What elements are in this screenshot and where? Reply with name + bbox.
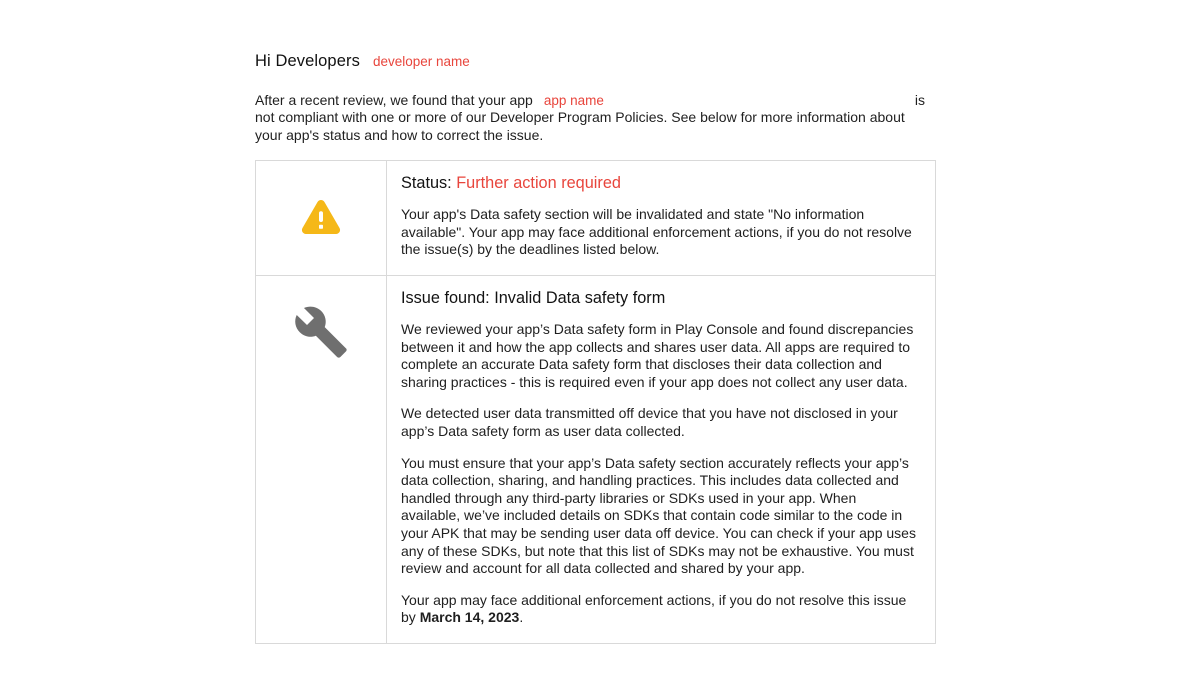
issue-body-cell	[387, 276, 936, 644]
status-row	[256, 161, 936, 276]
issue-row	[256, 276, 936, 644]
notice-table	[255, 160, 936, 644]
deadline-suffix: .	[519, 609, 524, 626]
issue-deadline-paragraph	[401, 592, 919, 627]
deadline-text: Your app may face additional enforcement actions, if you do not resolve this issue by	[401, 591, 907, 626]
status-icon-cell	[256, 161, 387, 276]
intro-text-before-app-name: After a recent review, we found that your app	[255, 92, 533, 108]
status-body-cell	[387, 161, 936, 276]
developer-name-placeholder: developer name	[372, 54, 470, 69]
deadline-date: March 14, 2023	[419, 609, 520, 626]
issue-paragraph-2: We detected user data transmitted off device that you have not disclosed in your app’s Data safety form as user data collected.	[401, 405, 898, 439]
status-value: Further action required	[456, 174, 621, 193]
issue-paragraph-1: We reviewed your app’s Data safety form in Play Console and found discrepancies between it and how the app collects and shares user data. All apps are required to complete an accurate Data safety form that discloses their data collection and sharing practices - this is required even if your app does not collect any user data.	[401, 321, 914, 390]
issue-title: Issue found: Invalid Data safety form	[401, 289, 666, 307]
warning-triangle-icon	[294, 192, 348, 240]
intro-text-after-app-name: is	[914, 92, 925, 108]
intro-line-1	[255, 92, 929, 109]
intro-rest-text: not compliant with one or more of our Developer Program Policies. See below for more information about your app's status and how to correct the issue.	[255, 109, 905, 143]
status-body-text: Your app's Data safety section will be invalidated and state "No information available". Your app may face additional enforcement actions, if you do not resolve the issue(s) by the deadlines listed below.	[401, 206, 912, 258]
email-document	[255, 52, 936, 644]
greeting-row	[255, 52, 936, 71]
issue-paragraph-3: You must ensure that your app’s Data safety section accurately reflects your app’s data collection, sharing, and handling practices. This includes data collected and handled through any third-party libraries or SDKs used in your app. When available, we’ve included details on SDKs that contain code similar to the code in your APK that may be sending user data off device. You can check if your app uses any of these SDKs, but note that this list of SDKs may not be exhaustive. You must review and account for all data collected and shared by your app.	[401, 454, 916, 577]
status-title	[401, 174, 919, 193]
intro-paragraph	[255, 92, 929, 144]
app-name-placeholder: app name	[543, 93, 604, 108]
wrench-icon	[293, 303, 349, 361]
greeting-text: Hi Developers	[255, 52, 360, 70]
status-label: Status:	[401, 174, 452, 193]
issue-icon-cell	[256, 276, 387, 644]
